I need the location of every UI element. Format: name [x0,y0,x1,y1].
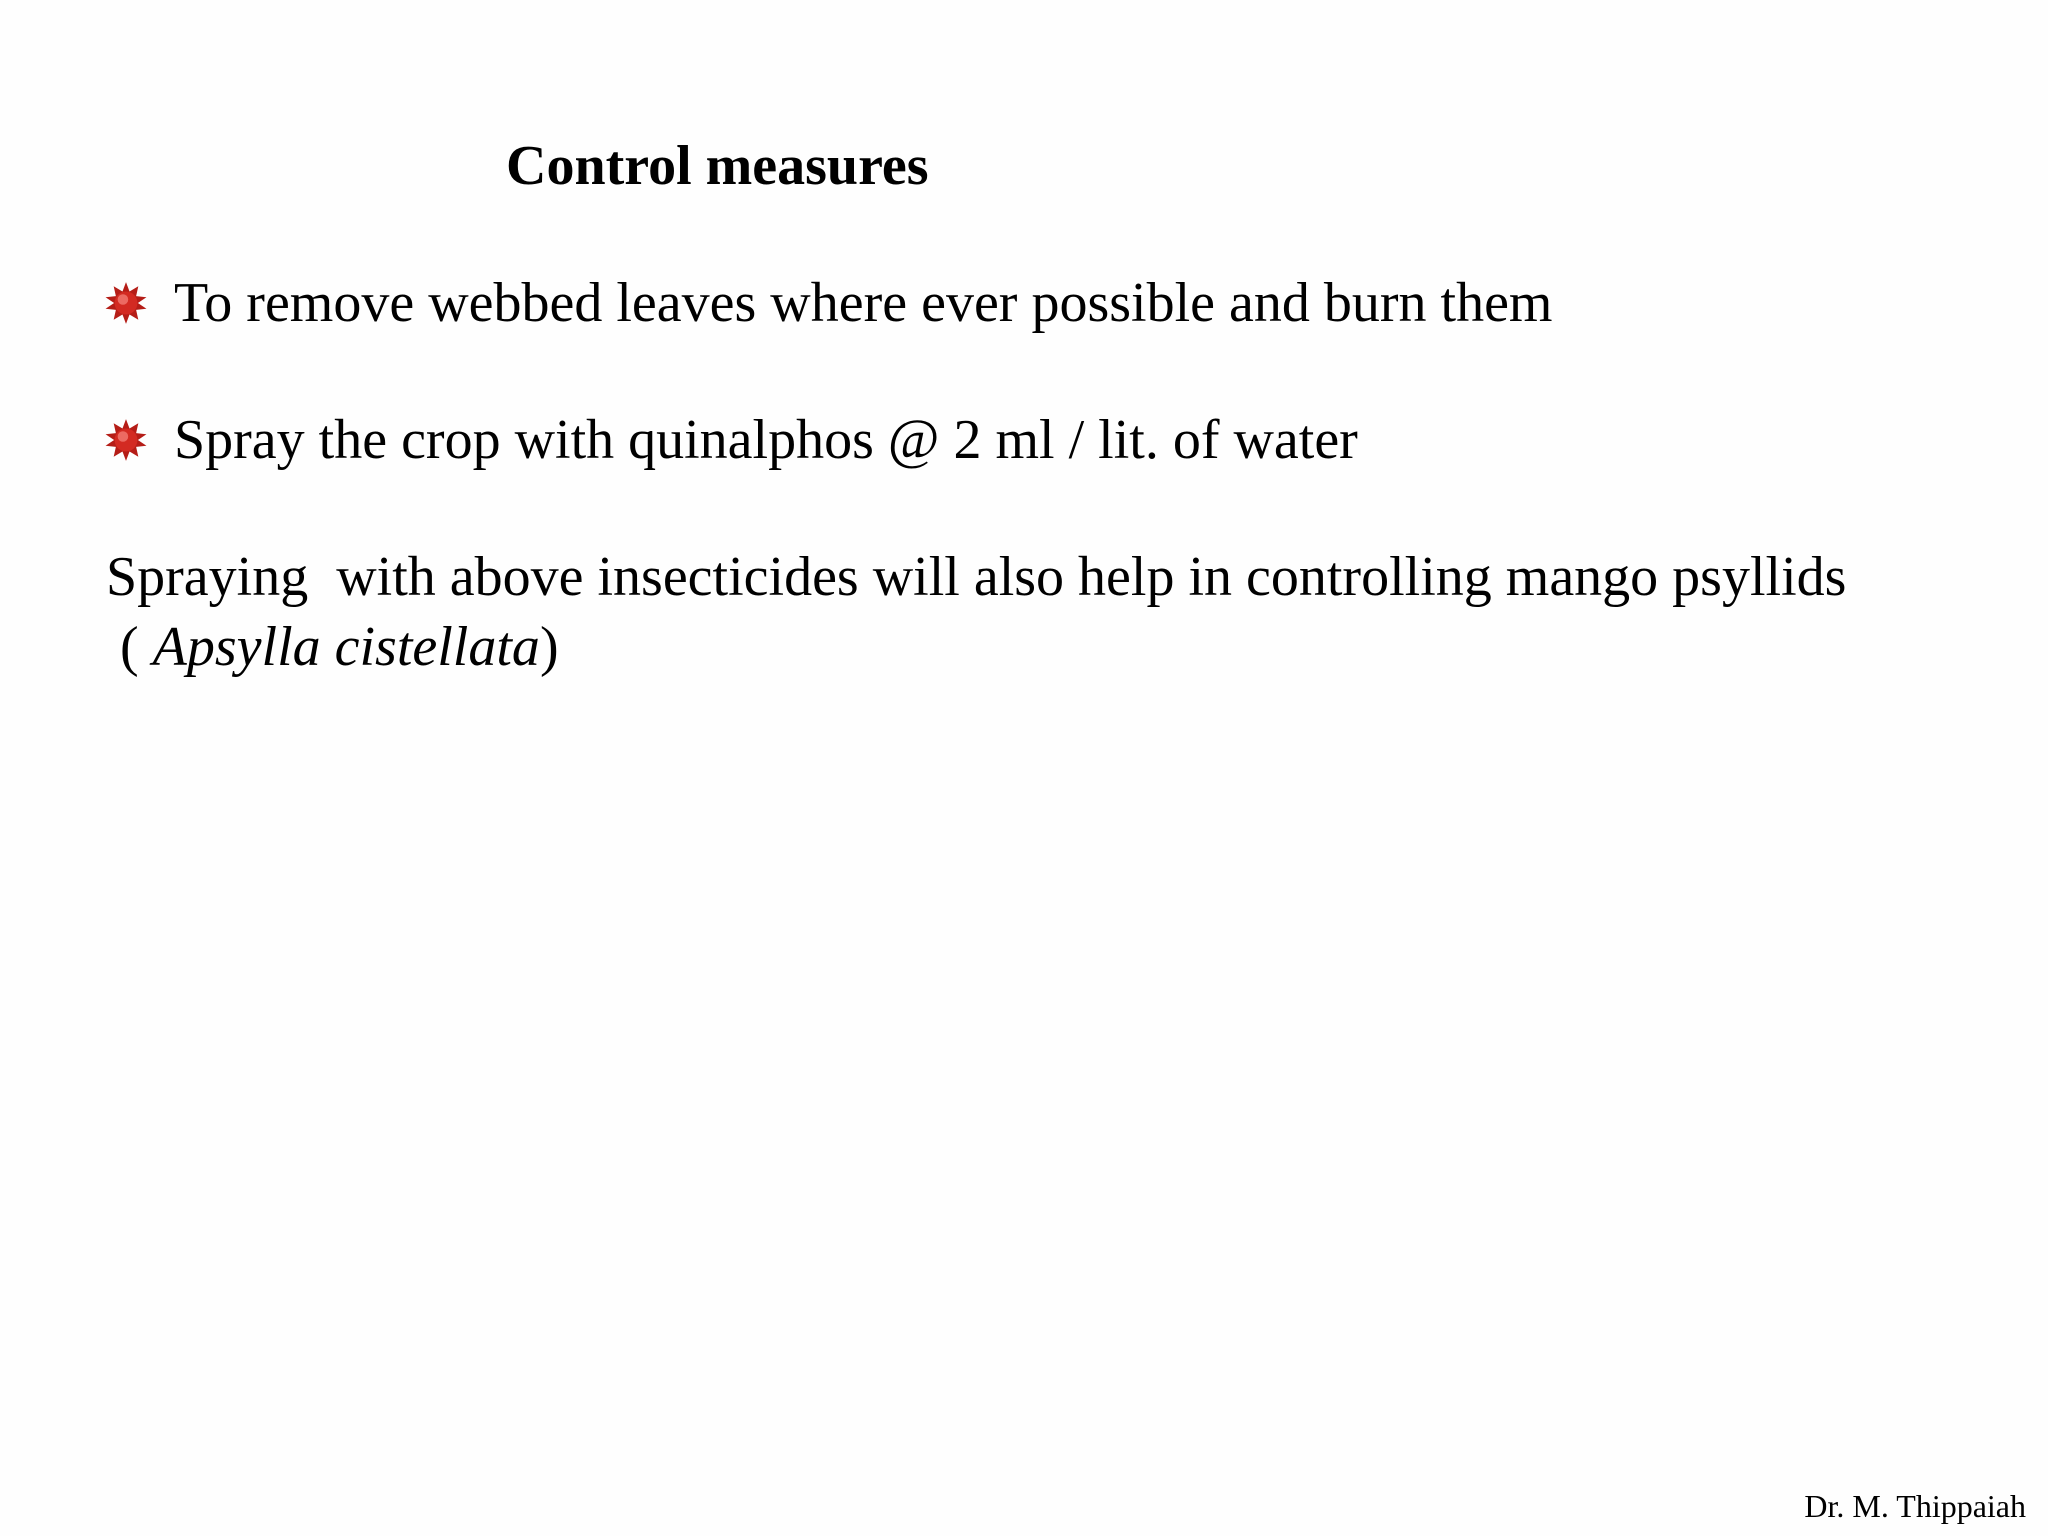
red-starburst-bullet-icon [104,281,148,325]
author-footer: Dr. M. Thippaiah [1804,1488,2026,1524]
species-name: Apsylla cistellata [152,616,540,678]
starburst-shape [106,282,147,324]
close-paren: ) [539,616,559,678]
bullet-text: To remove webbed leaves where ever possible and burn them [174,272,1553,334]
bullet-item [104,268,1552,338]
red-starburst-bullet-icon [104,418,148,462]
open-paren: ( [106,616,153,678]
starburst-shape [106,419,147,461]
bullet-text: Spray the crop with quinalphos @ 2 ml / lit. of water [174,409,1358,471]
note-line-2 [106,612,2006,682]
note-paragraph [106,542,2006,682]
bullet-item [104,405,1358,475]
note-line-1: Spraying with above insecticides will also help in controlling mango psyllids [106,546,1847,608]
slide-title: Control measures [506,135,929,197]
